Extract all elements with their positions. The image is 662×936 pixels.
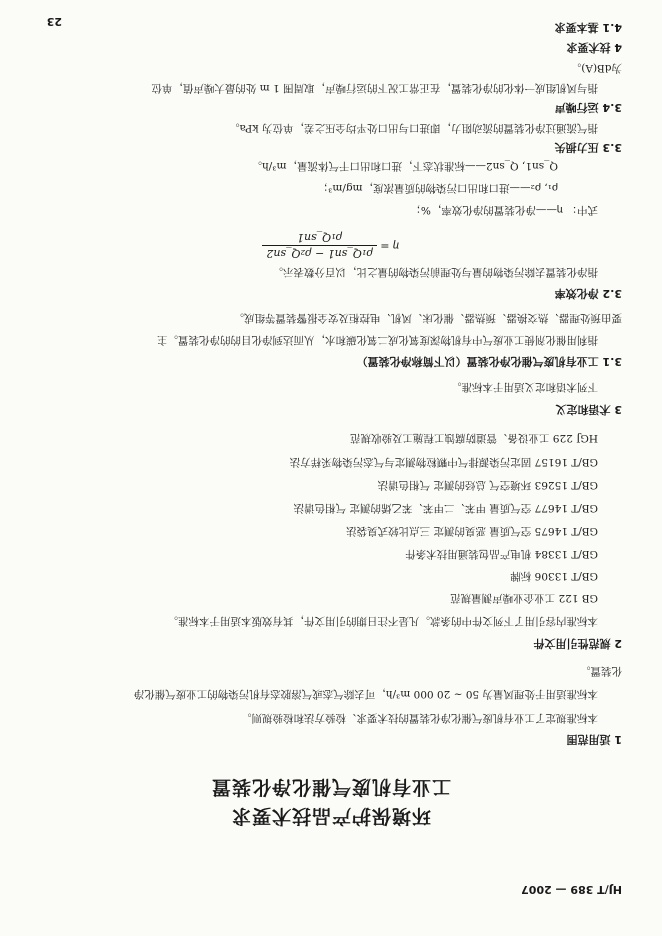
reference-item: GB/T 13306 标牌 [510, 570, 598, 582]
section-3-heading: 3 术语和定义 [555, 403, 622, 416]
document-title-line2: 工业有机废气催化净化装置 [211, 776, 452, 798]
section-3-4-paragraph: 指与风机组成一体化的净化装置，在正常工况下的运行噪声，取周围 1 m 处的最大噪声值，单位 [151, 82, 598, 94]
section-2-paragraph: 本标准内容引用了下列文件中的条款。凡是不注日期的引用文件，其有效版本适用于本标准。 [167, 615, 598, 627]
section-3-3-heading: 3.3 压力损失 [554, 141, 622, 154]
reference-item: GB/T 13384 机电产品包装通用技术条件 [405, 548, 598, 560]
reference-item: GB/T 14675 空气质量 恶臭的测定 三点比较式臭袋法 [346, 525, 598, 537]
section-4-heading: 4 技术要求 [566, 41, 622, 54]
formula-where-line: 式中： η——净化装置的净化效率，%； [410, 204, 598, 216]
reference-item: GB/T 15263 环境空气 总烃的测定 气相色谱法 [377, 479, 598, 491]
section-3-2-heading: 3.2 净化效率 [554, 287, 622, 300]
section-1-paragraph: 化装置。 [580, 665, 622, 677]
section-3-1-paragraph: 要由预处理器、热交换器、预热器、催化床、风机、电控柜及安全报警装置等组成。 [233, 312, 622, 324]
reference-item: GB/T 14677 空气质量 甲苯、二甲苯、苯乙烯的测定 气相色谱法 [293, 502, 598, 514]
section-3-1-paragraph: 指利用催化剂使工业废气中有机物深度氧化成二氧化碳和水，从而达到净化目的的净化装置。主 [157, 334, 598, 346]
section-3-2-paragraph: 指净化装置去除污染物的量与处理前污染物的量之比，以百分数表示。 [272, 266, 598, 278]
section-3-paragraph: 下列术语和定义适用于本标准。 [451, 381, 598, 393]
formula-lhs: η = [380, 239, 400, 253]
section-2-heading: 2 规范性引用文件 [533, 637, 622, 650]
reference-item: GB 122 工业企业噪声测量规范 [450, 592, 598, 604]
section-1-heading: 1 适用范围 [566, 733, 622, 746]
section-4-1-heading: 4.1 基本要求 [554, 21, 622, 34]
document-title-line1: 环境保护产品技术要求 [231, 805, 432, 827]
section-3-4-heading: 3.4 运行噪声 [554, 101, 622, 114]
formula-numerator: ρ₁Q_sn1 − ρ₂Q_sn2 [262, 245, 376, 260]
section-3-4-paragraph: 为dB(A)。 [570, 62, 622, 74]
reference-item: GB/T 16157 固定污染源排气中颗粒物测定与气态污染物采样方法 [289, 456, 598, 468]
section-3-1-heading: 3.1 工业有机废气催化净化装置（以下简称净化装置） [356, 355, 622, 368]
section-3-3-paragraph: 指气流通过净化装置的流动阻力，即进口与出口处平均全压之差，单位为 kPa。 [228, 122, 598, 134]
formula-where-line: ρ₁, ρ₂——进口和出口污染物的质量浓度，mg/m³； [317, 182, 558, 194]
formula-fraction [262, 231, 376, 260]
page-number: 23 [46, 15, 62, 28]
efficiency-formula [0, 231, 662, 260]
standard-code: HJ/T 389 — 2007 [521, 883, 622, 896]
section-1-paragraph: 本标准适用于处理风量为 50 ~ 20 000 m³/h，可去除气态或气溶胶态有机污染物的工业废气催化净 [133, 688, 598, 700]
formula-where-line: Q_sn1, Q_sn2——标准状态下，进口和出口干气体流量，m³/h。 [251, 160, 558, 172]
section-1-paragraph: 本标准规定了工业有机废气催化净化装置的技术要求、检验方法和检验规则。 [241, 712, 598, 724]
reference-item: HGJ 229 工业设备、管道防腐蚀工程施工及验收规范 [350, 432, 598, 444]
formula-denominator: ρ₁Q_sn1 [297, 231, 343, 244]
